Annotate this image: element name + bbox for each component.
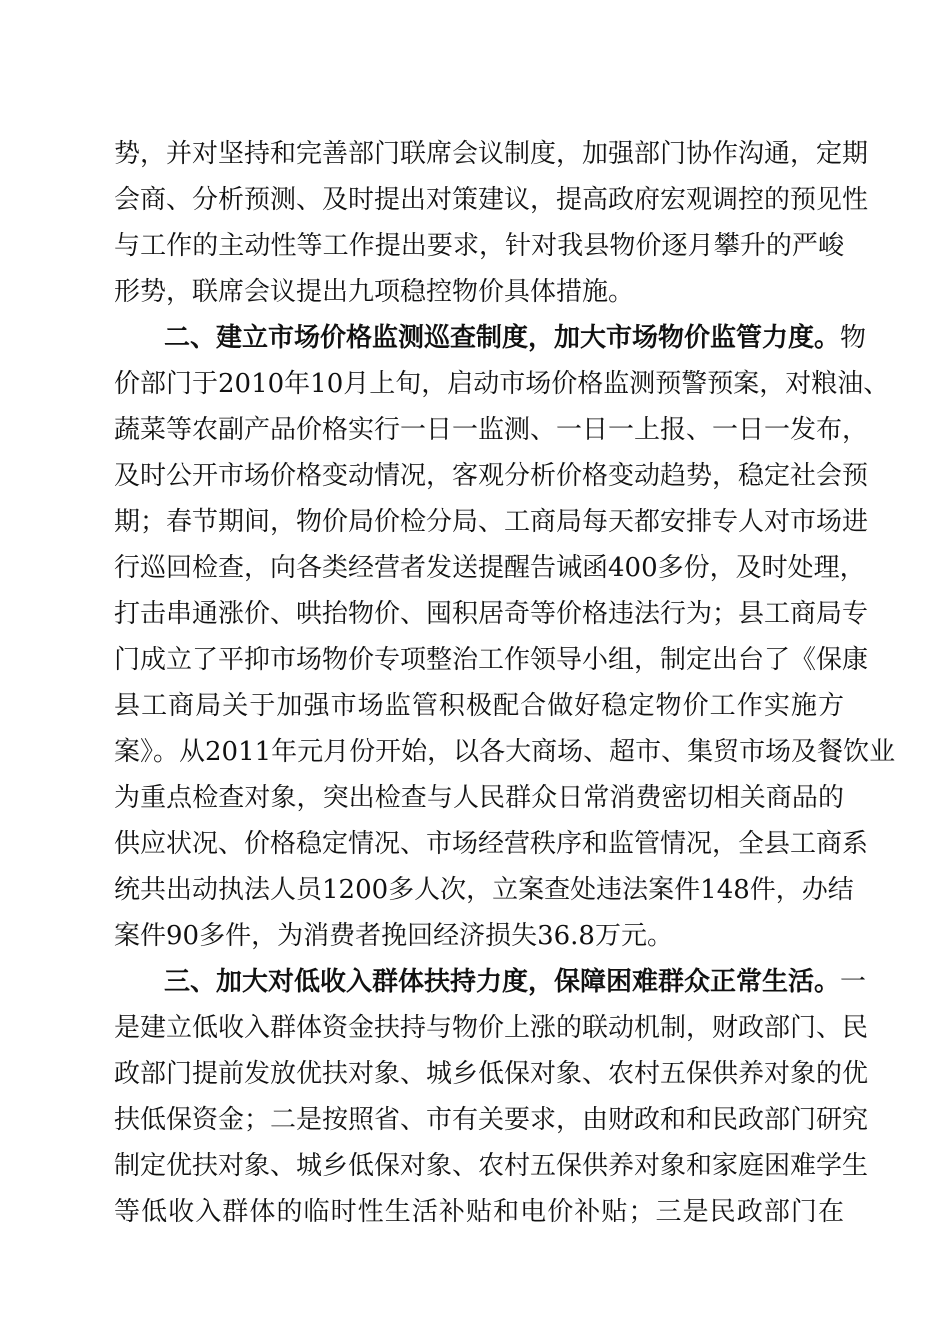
paragraph-3-line: 等低收入群体的临时性生活补贴和电价补贴；三是民政部门在	[114, 1197, 844, 1227]
paragraph-2-line: 及时公开市场价格变动情况，客观分析价格变动趋势，稳定社会预	[114, 461, 869, 491]
paragraph-2-line: 价部门于2010年10月上旬，启动市场价格监测预警预案，对粮油、	[114, 369, 890, 399]
paragraph-2-line: 门成立了平抑市场物价专项整治工作领导小组，制定出台了《保康	[114, 645, 869, 675]
section-heading-2: 二、建立市场价格监测巡查制度，加大市场物价监管力度。	[164, 323, 841, 353]
paragraph-2-line: 为重点检查对象，突出检查与人民群众日常消费密切相关商品的	[114, 783, 844, 813]
paragraph-1-line: 形势，联席会议提出九项稳控物价具体措施。	[114, 277, 635, 307]
paragraph-2-line: 供应状况、价格稳定情况、市场经营秩序和监管情况，全县工商系	[114, 829, 869, 859]
paragraph-3-line: 是建立低收入群体资金扶持与物价上涨的联动机制，财政部门、民	[114, 1013, 869, 1043]
paragraph-2-line: 县工商局关于加强市场监管积极配合做好稳定物价工作实施方	[114, 691, 844, 721]
paragraph-2-line: 打击串通涨价、哄抬物价、囤积居奇等价格违法行为；县工商局专	[114, 599, 869, 629]
paragraph-2-line: 蔬菜等农副产品价格实行一日一监测、一日一上报、一日一发布，	[114, 415, 869, 445]
paragraph-2-line: 行巡回检查，向各类经营者发送提醒告诫函400多份，及时处理，	[114, 553, 866, 583]
paragraph-2-line: 案》。从2011年元月份开始，以各大商场、超市、集贸市场及餐饮业	[114, 737, 896, 767]
paragraph-3-first-line	[114, 962, 867, 1002]
paragraph-3-line: 制定优扶对象、城乡低保对象、农村五保供养对象和家庭困难学生	[114, 1151, 869, 1181]
paragraph-2-first-line	[114, 318, 867, 358]
paragraph-3-lead-text: 一	[840, 967, 867, 997]
paragraph-3-line: 政部门提前发放优扶对象、城乡低保对象、农村五保供养对象的优	[114, 1059, 869, 1089]
section-heading-3: 三、加大对低收入群体扶持力度，保障困难群众正常生活。	[164, 967, 841, 997]
paragraph-1-line: 与工作的主动性等工作提出要求，针对我县物价逐月攀升的严峻	[114, 231, 844, 261]
paragraph-2-line: 期；春节期间，物价局价检分局、工商局每天都安排专人对市场进	[114, 507, 869, 537]
paragraph-3-line: 扶低保资金；二是按照省、市有关要求，由财政和和民政部门研究	[114, 1105, 869, 1135]
paragraph-2-line: 案件90多件，为消费者挽回经济损失36.8万元。	[114, 921, 673, 951]
paragraph-2-lead-text: 物	[840, 323, 867, 353]
paragraph-1-line: 势，并对坚持和完善部门联席会议制度，加强部门协作沟通，定期	[114, 139, 869, 169]
paragraph-1-line: 会商、分析预测、及时提出对策建议，提高政府宏观调控的预见性	[114, 185, 869, 215]
paragraph-2-line: 统共出动执法人员1200多人次，立案查处违法案件148件，办结	[114, 875, 854, 905]
